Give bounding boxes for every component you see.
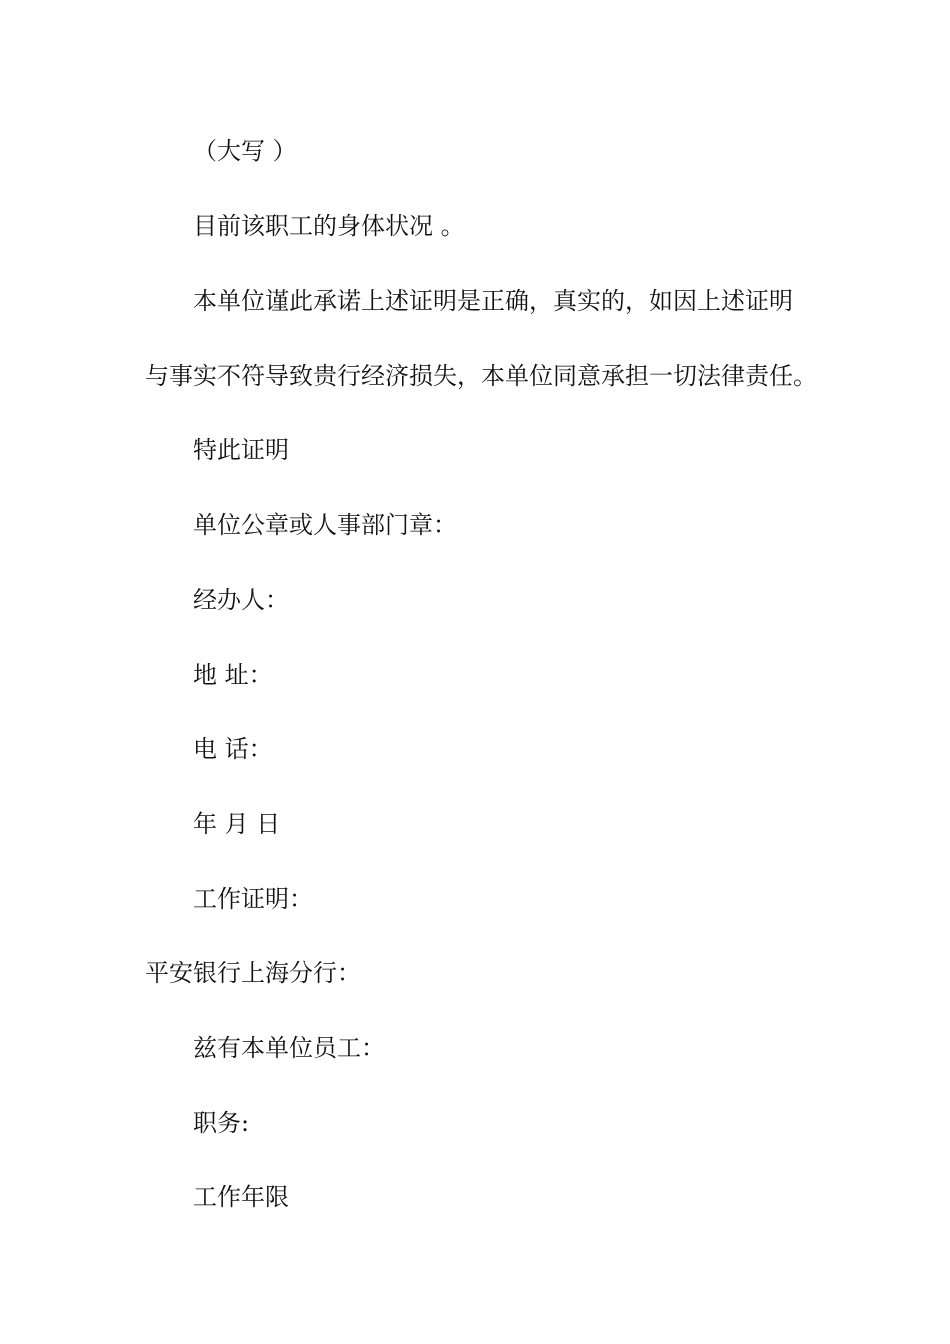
employee-label: 兹有本单位员工：	[193, 1034, 385, 1062]
date-label: 年 月 日	[193, 810, 281, 838]
address-label: 地 址：	[193, 661, 273, 689]
seal-label: 单位公章或人事部门章：	[193, 511, 457, 539]
handler-label: 经办人：	[193, 586, 289, 614]
health-status-line: 目前该职工的身体状况 。	[193, 212, 465, 240]
commitment-paragraph-line-1: 本单位谨此承诺上述证明是正确，真实的，如因上述证明	[193, 287, 793, 315]
commitment-paragraph-line-2: 与事实不符导致贵行经济损失，本单位同意承担一切法律责任。	[145, 362, 817, 390]
recipient-bank-line: 平安银行上海分行：	[145, 959, 361, 987]
phone-label: 电 话：	[193, 735, 273, 763]
position-label: 职务:	[193, 1109, 250, 1137]
work-certificate-heading: 工作证明：	[193, 885, 313, 913]
work-years-label: 工作年限	[193, 1183, 289, 1211]
amount-in-words-line: （大写 ）	[193, 137, 297, 165]
certification-statement: 特此证明	[193, 436, 289, 464]
